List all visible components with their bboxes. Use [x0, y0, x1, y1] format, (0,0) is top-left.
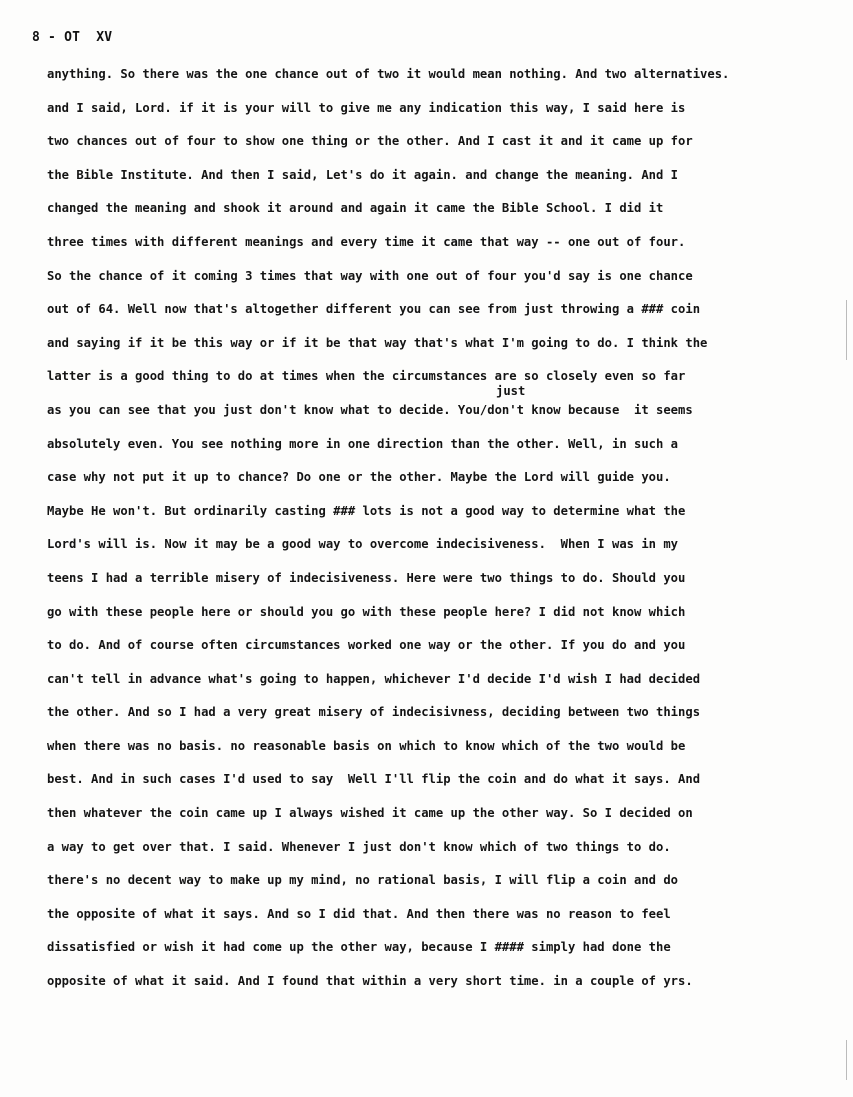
text-line: absolutely even. You see nothing more in one direction than the other. Well, in such a	[47, 436, 679, 451]
interlinear-insertion: just	[496, 384, 526, 398]
text-line: latter is a good thing to do at times when the circumstances are so closely even so far	[47, 369, 686, 384]
text-line: opposite of what it said. And I found that within a very short time. in a couple of yrs.	[47, 974, 693, 989]
text-line: and I said, Lord. if it is your will to give me any indication this way, I said here is	[47, 100, 686, 115]
text-line: changed the meaning and shook it around and again it came the Bible School. I did it	[47, 201, 664, 216]
text-line: can't tell in advance what's going to happen, whichever I'd decide I'd wish I had decided	[47, 671, 701, 686]
text-line: the other. And so I had a very great misery of indecisivness, deciding between two things	[47, 705, 701, 720]
text-line: case why not put it up to chance? Do one or the other. Maybe the Lord will guide you.	[47, 470, 671, 485]
scan-edge-mark	[846, 300, 847, 360]
text-line: to do. And of course often circumstances worked one way or the other. If you do and you	[47, 638, 686, 653]
text-line: anything. So there was the one chance out of two it would mean nothing. And two alternatives.	[47, 67, 730, 81]
text-line: So the chance of it coming 3 times that way with one out of four you'd say is one chance	[47, 268, 693, 283]
text-line: Lord's will is. Now it may be a good way to overcome indecisiveness. When I was in my	[47, 537, 679, 552]
text-line: best. And in such cases I'd used to say Well I'll flip the coin and do what it says. And	[47, 772, 701, 787]
text-line: out of 64. Well now that's altogether different you can see from just throwing a ### coin	[47, 302, 701, 317]
text-line: teens I had a terrible misery of indecisiveness. Here were two things to do. Should you	[47, 570, 686, 585]
text-line: and saying if it be this way or if it be that way that's what I'm going to do. I think the	[47, 335, 708, 350]
text-line: Maybe He won't. But ordinarily casting ### lots is not a good way to determine what the	[47, 503, 686, 518]
text-line: go with these people here or should you go with these people here? I did not know which	[47, 604, 686, 619]
text-line: when there was no basis. no reasonable basis on which to know which of the two would be	[47, 738, 686, 753]
scan-edge-mark	[846, 1040, 847, 1080]
text-line: then whatever the coin came up I always wished it came up the other way. So I decided on	[47, 806, 693, 821]
text-line: the opposite of what it says. And so I did that. And then there was no reason to feel	[47, 906, 671, 921]
text-line: the Bible Institute. And then I said, Let's do it again. and change the meaning. And I	[47, 167, 679, 182]
text-line: a way to get over that. I said. Whenever I just don't know which of two things to do.	[47, 839, 671, 854]
text-line: as you can see that you just don't know what to decide. You/don't know because it seems	[47, 402, 693, 417]
text-line: two chances out of four to show one thing or the other. And I cast it and it came up for	[47, 134, 693, 149]
text-line: there's no decent way to make up my mind, no rational basis, I will flip a coin and do	[47, 873, 679, 888]
page-header: 8 - OT XV	[32, 30, 113, 45]
text-line: dissatisfied or wish it had come up the other way, because I #### simply had done the	[47, 940, 671, 955]
transcript-body	[47, 66, 837, 1007]
text-line: three times with different meanings and every time it came that way -- one out of four.	[47, 234, 686, 249]
